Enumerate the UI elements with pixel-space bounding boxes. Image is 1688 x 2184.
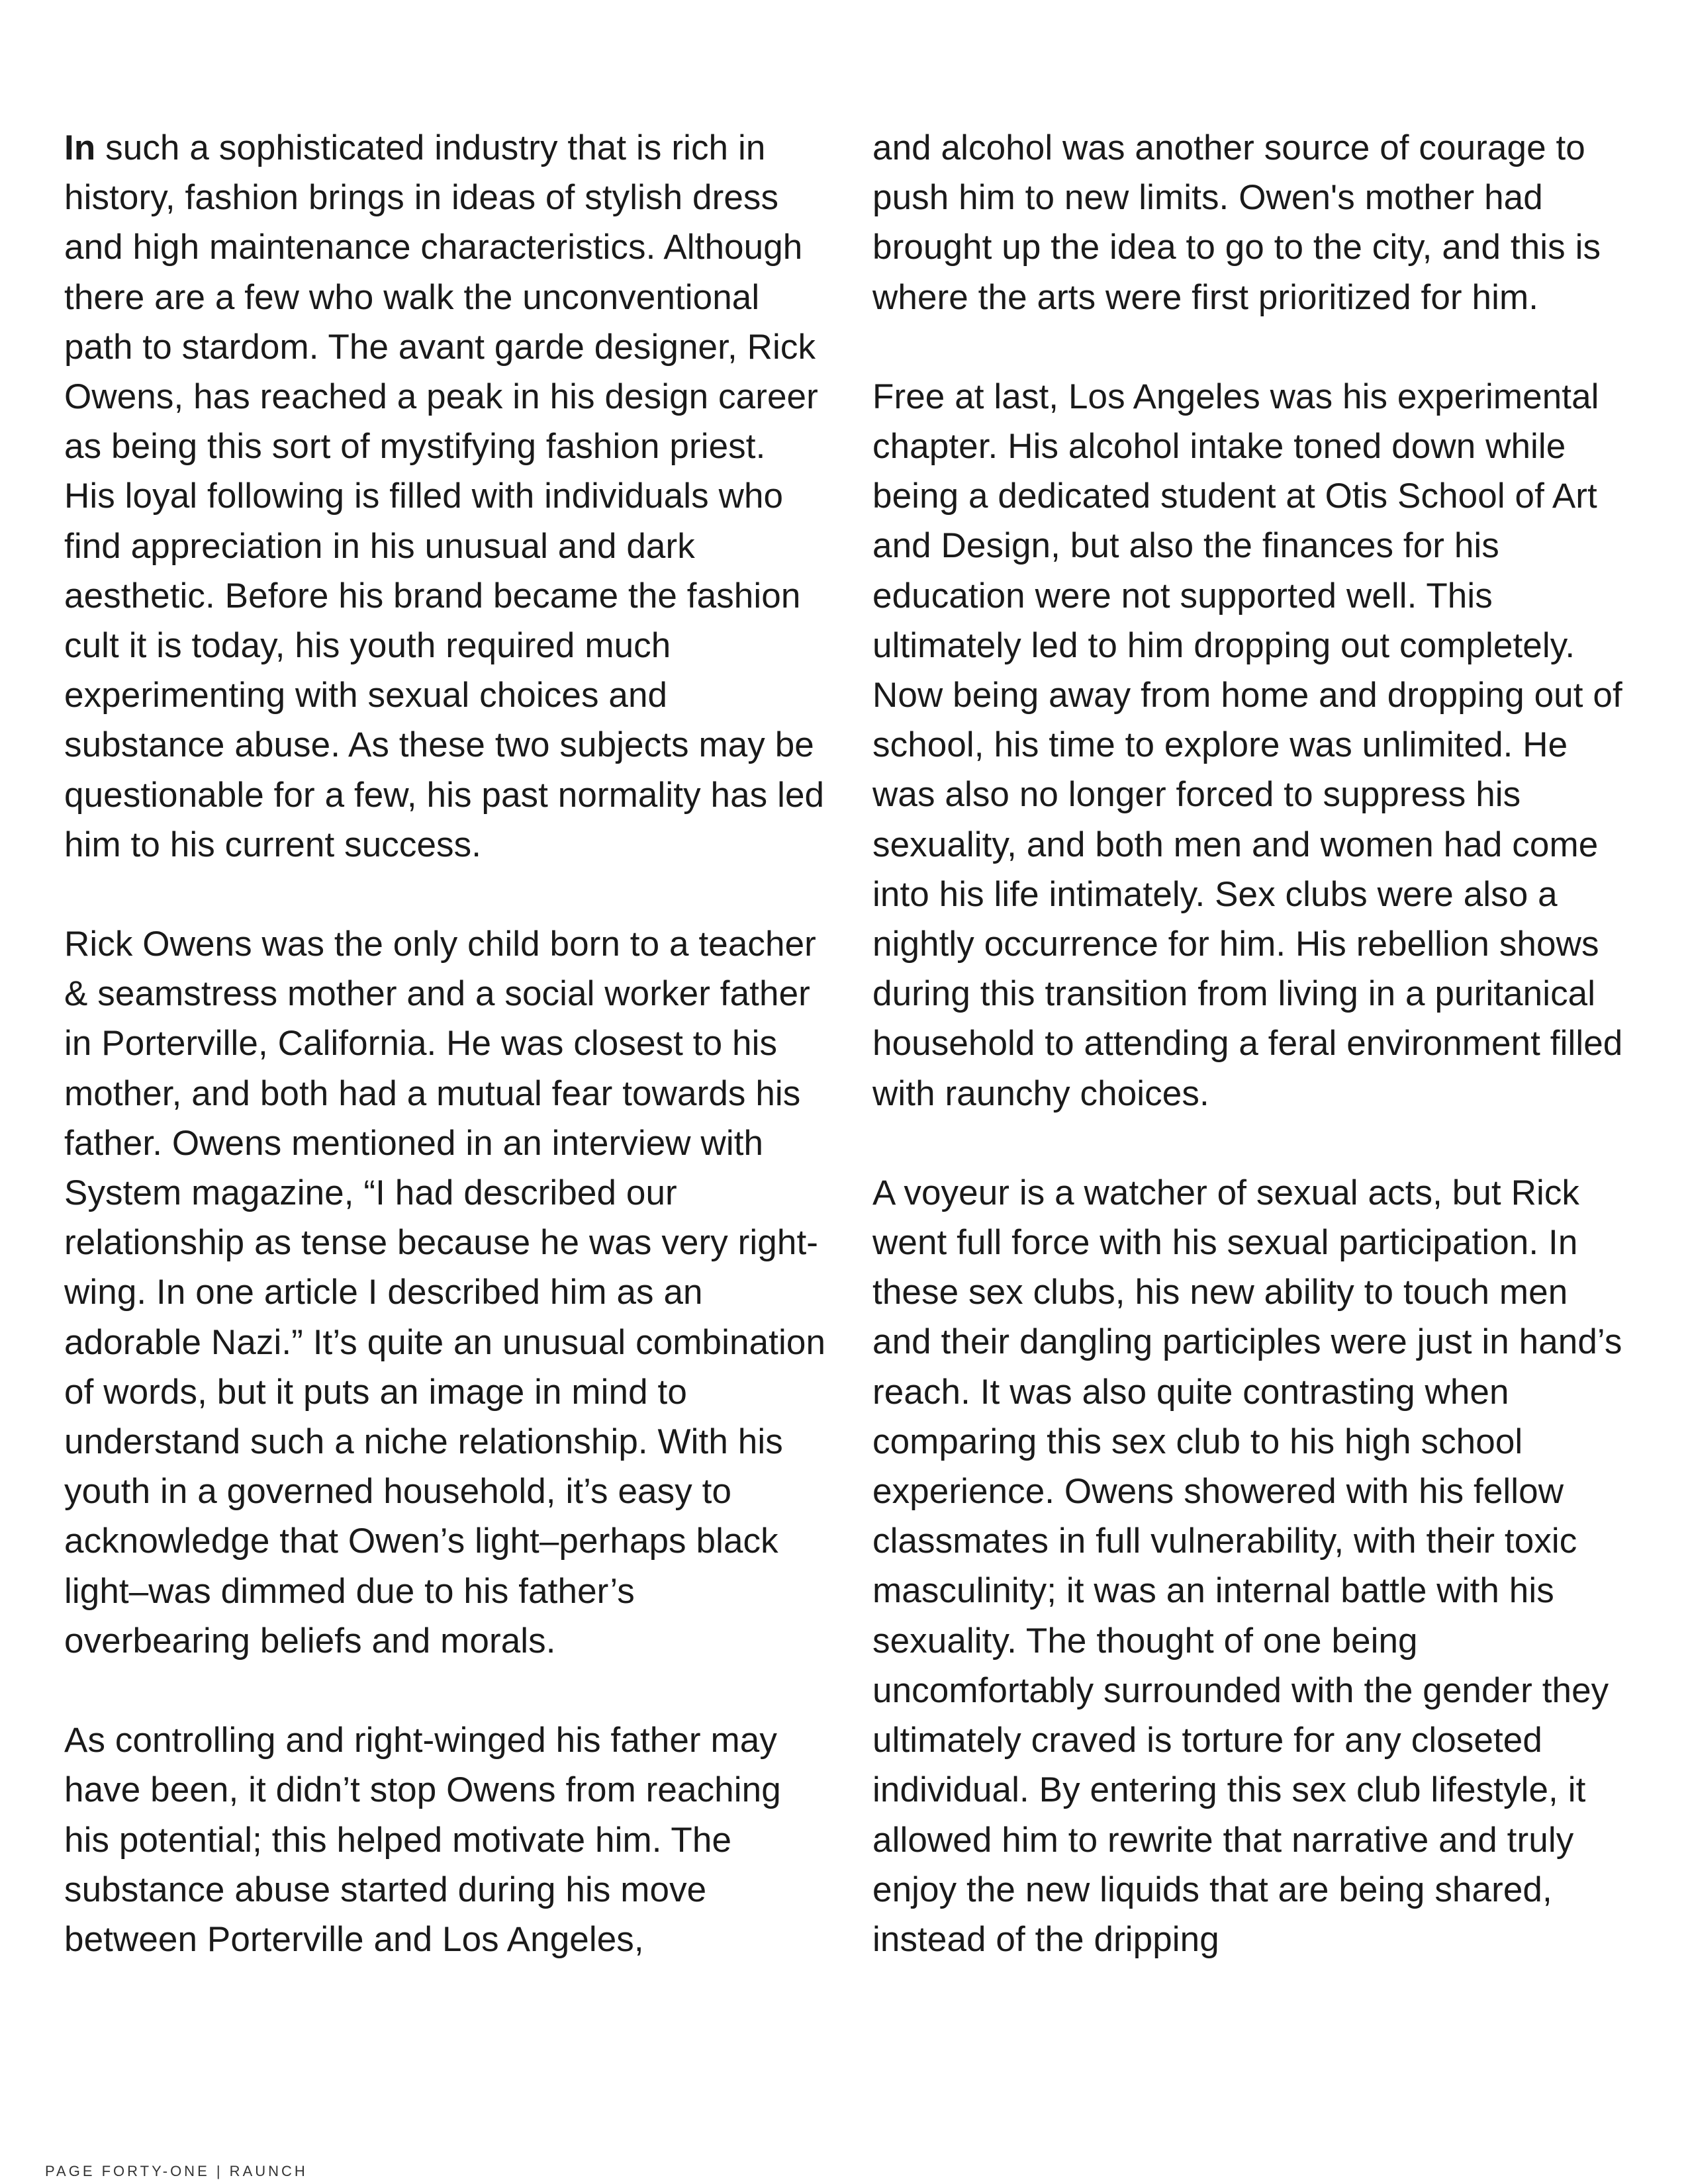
lead-word: In	[64, 128, 96, 167]
paragraph-courage: and alcohol was another source of courage to push him to new limits. Owen's mother had brought up the idea to go to the city, and this is where the arts were first prioritized for him.	[872, 128, 1601, 317]
paragraph-substance: As controlling and right-winged his father may have been, it didn’t stop Owens from reaching his potential; this helped motivate him. The substance abuse started during his move between Porterville and Los Angeles,	[64, 1721, 781, 1959]
paragraph-family: Rick Owens was the only child born to a teacher & seamstress mother and a social worker father in Porterville, California. He was closest to his mother, and both had a mutual fear towards his father. Owens mentioned in an interview with System magazine, “I had described our relationship as tense because he was very right-wing. In one article I described him as an adorable Nazi.” It’s quite an unusual combination of words, but it puts an image in mind to understand such a niche relationship. With his youth in a governed household, it’s easy to acknowledge that Owen’s light–perhaps black light–was dimmed due to his father’s overbearing beliefs and morals.	[64, 925, 825, 1661]
paragraph-intro	[64, 123, 825, 870]
article-column-left	[64, 123, 825, 2082]
paragraph-voyeur: A voyeur is a watcher of sexual acts, but Rick went full force with his sexual participation. In these sex clubs, his new ability to touch men and their dangling participles were just in hand’s reach. It was also quite contrasting when comparing this sex club to his high school experience. Owens showered with his fellow classmates in full vulnerability, with their toxic masculinity; it was an internal battle with his sexuality. The thought of one being uncomfortably surrounded with the gender they ultimately craved is torture for any closeted individual. By entering this sex club lifestyle, it allowed him to rewrite that narrative and truly enjoy the new liquids that are being shared, instead of the dripping	[872, 1173, 1622, 1959]
article-column-right	[872, 123, 1634, 2082]
page-footer: PAGE FORTY-ONE | RAUNCH	[45, 2163, 308, 2179]
paragraph-los-angeles: Free at last, Los Angeles was his experimental chapter. His alcohol intake toned down while being a dedicated student at Otis School of Art and Design, but also the finances for his education were not supported well. This ultimately led to him dropping out completely. Now being away from home and dropping out of school, his time to explore was unlimited. He was also no longer forced to suppress his sexuality, and both men and women had come into his life intimately. Sex clubs were also a nightly occurrence for him. His rebellion shows during this transition from living in a puritanical household to attending a feral environment filled with raunchy choices.	[872, 377, 1623, 1113]
paragraph-intro-text: such a sophisticated industry that is rich in history, fashion brings in ideas of stylish dress and high maintenance characteristics. Although there are a few who walk the unconventional path to stardom. The avant garde designer, Rick Owens, has reached a peak in his design career as being this sort of mystifying fashion priest. His loyal following is filled with individuals who find appreciation in his unusual and dark aesthetic. Before his brand became the fashion cult it is today, his youth required much experimenting with sexual choices and substance abuse. As these two subjects may be questionable for a few, his past normality has led him to his current success.	[64, 128, 825, 864]
